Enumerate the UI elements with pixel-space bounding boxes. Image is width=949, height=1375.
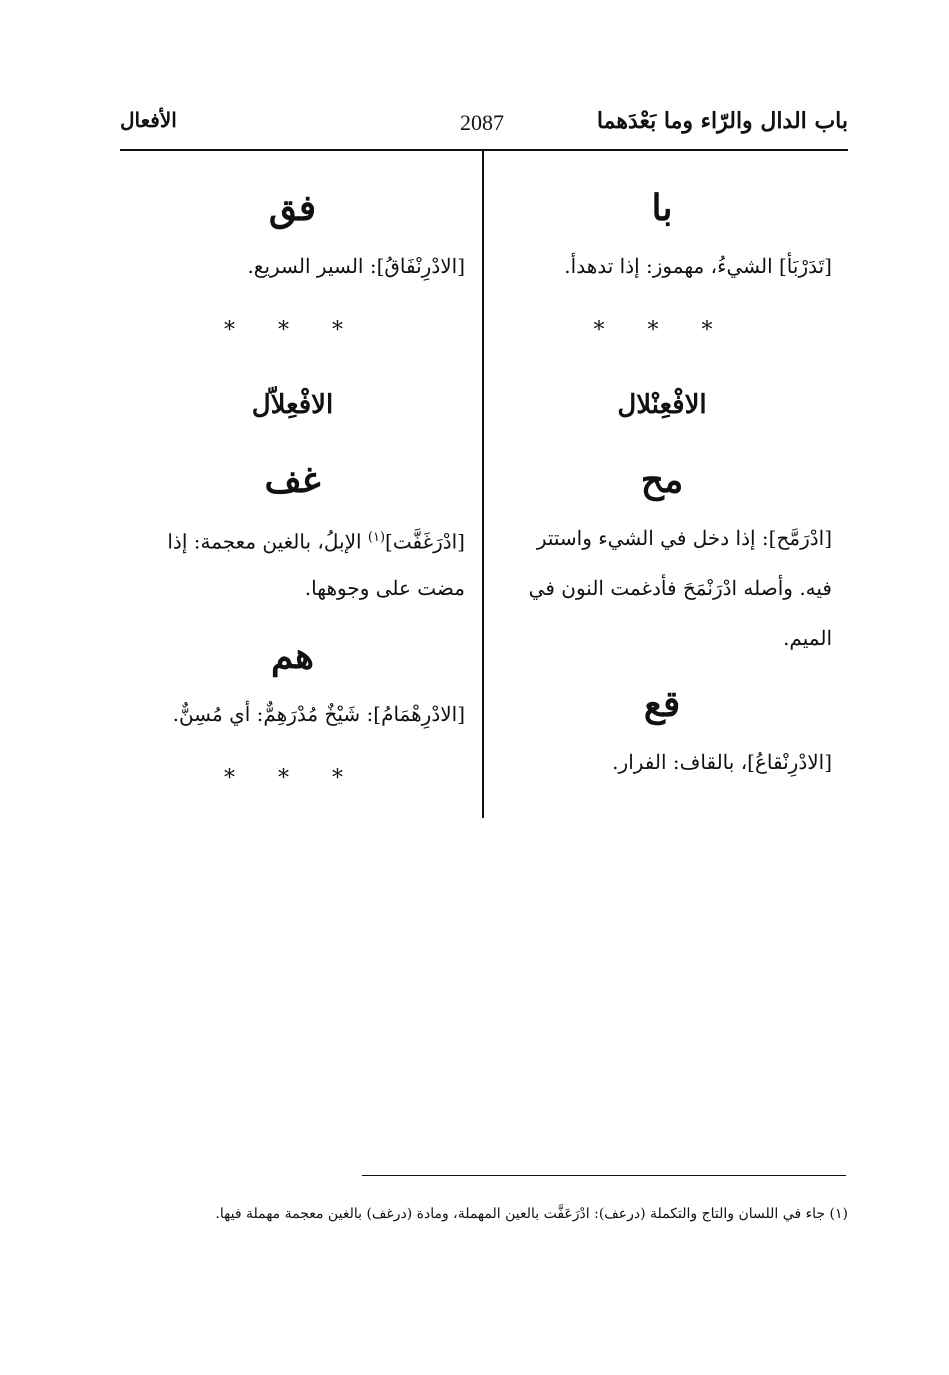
entry-head-ba: با (651, 187, 673, 229)
entry-head-hm: هم (271, 635, 314, 677)
entry-text-line: [ادْرَمَّح]: إذا دخل في الشيء واستتر (536, 526, 832, 550)
entry-head-qa: قع (643, 683, 681, 725)
entry-head-mh: مح (640, 459, 684, 501)
header-rule (120, 149, 848, 151)
separator-stars: * * * (593, 318, 731, 343)
entry-term: [ادْرَغَفَّت] (385, 529, 465, 554)
section-title: الأفعال (120, 108, 177, 132)
section-heading-ifillal: الافْعِلاّل (251, 390, 334, 420)
entry-text-line: الميم. (783, 626, 832, 650)
section-heading-ifinlal: الافْعِنْلال (617, 390, 707, 420)
entry-text-qa: [الادْرِنْقاعُ]، بالقاف: الفرار. (612, 750, 832, 774)
entry-head-fq: فق (268, 187, 317, 229)
column-divider (482, 150, 484, 818)
entry-text-ba: [تَدَرْبَأ] الشيءُ، مهموز: إذا تدهدأ. (564, 254, 832, 278)
separator-stars: * * * (224, 766, 361, 791)
entry-text-fq: [الادْرِنْفَاقُ]: السير السريع. (247, 254, 465, 278)
entry-text-line: فيه. وأصله ادْرَنْمَحَ فأدغمت النون في (528, 576, 832, 600)
footnote-marker: (١) (367, 530, 386, 545)
page-number: 2087 (460, 110, 504, 135)
entry-text-line (120, 514, 465, 566)
footnote: (١) جاء في اللسان والتاج والتكملة (درعف): ادْرَعَفَّت بالعين المهملة، ومادة (درغف) بالغين معجمة مهملة فيها. (215, 1206, 848, 1222)
chapter-title: باب الدال والرّاء وما بَعْدَهما (596, 108, 848, 134)
separator-stars: * * * (224, 318, 361, 343)
entry-text-line: مضت على وجوهها. (304, 576, 465, 600)
entry-head-ghf: غف (264, 459, 321, 501)
page-header (120, 108, 848, 148)
entry-text-rest: الإبلُ، بالغين معجمة: إذا (167, 529, 368, 554)
footnote-rule (362, 1175, 846, 1176)
entry-text-hm: [الادْرِهْمَامُ]: شَيْخٌ مُدْرَهِمٌّ: أي مُسِنٌّ. (172, 702, 465, 726)
